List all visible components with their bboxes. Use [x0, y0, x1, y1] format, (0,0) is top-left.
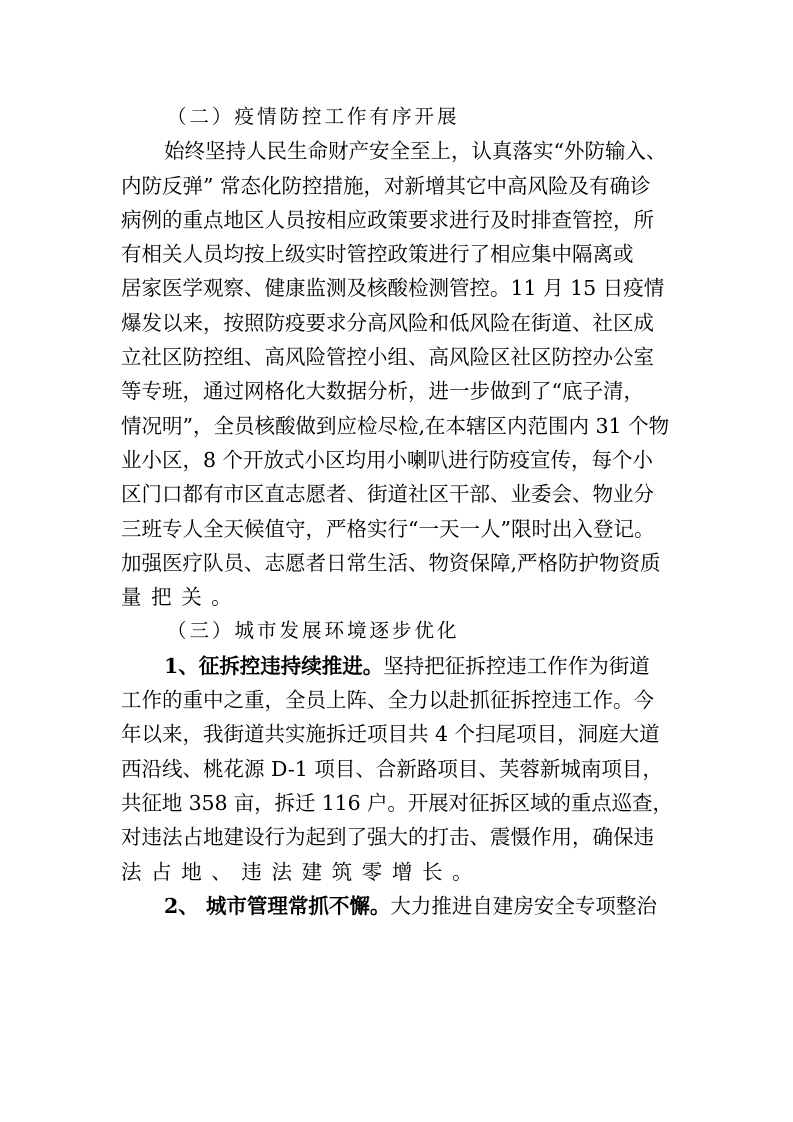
paragraph-epidemic-control [121, 134, 673, 614]
text-span: 大力推进自建房安全专项整治 [390, 893, 657, 918]
text-line: 等专班，通过网格化大数据分析，进一步做到了“底子清， [121, 379, 644, 404]
text-line: 对违法占地建设行为起到了强大的打击、震慑作用，确保违 [121, 825, 654, 850]
bold-lead-demolition: 1、征拆控违持续推进。 [164, 653, 384, 678]
text-line: 情况明”，全员核酸做到应检尽检,在本辖区内范围内 31 个物 [121, 413, 670, 438]
text-line: 业小区，8 个开放式小区均用小喇叭进行防疫宣传，每个小 [121, 447, 654, 472]
section-heading-urban-environment: （三）城市发展环境逐步优化 [167, 619, 460, 643]
text-line: 内防反弹” 常态化防控措施，对新增其它中高风险及有确诊 [121, 173, 651, 198]
text-line: 加强医疗队员、志愿者日常生活、物资保障,严格防护物资质 [121, 550, 661, 575]
text-line: 爆发以来，按照防疫要求分高风险和低风险在街道、社区成 [121, 310, 654, 335]
text-line: 始终坚持人民生命财产安全至上，认真落实“外防输入、 [164, 139, 667, 164]
text-line-with-bold-lead [121, 649, 673, 683]
bold-lead-urban-management: 2、 城市管理常抓不懈。 [164, 893, 391, 918]
paragraph-demolition-control [121, 649, 673, 889]
text-line: 共征地 358 亩，拆迁 116 户。开展对征拆区域的重点巡查， [121, 790, 673, 815]
text-line: 年以来，我街道共实施拆迁项目共 4 个扫尾项目，洞庭大道 [121, 722, 660, 747]
text-line: 有相关人员均按上级实时管控政策进行了相应集中隔离或 [121, 242, 634, 267]
text-line: 居家医学观察、健康监测及核酸检测管控。11 月 15 日疫情 [121, 276, 665, 301]
text-line-with-bold-lead [121, 889, 673, 923]
paragraph-urban-management [121, 889, 673, 923]
document-page [121, 100, 673, 923]
text-line: 西沿线、桃花源 D-1 项目、合新路项目、芙蓉新城南项目， [121, 756, 663, 781]
text-line: 三班专人全天候值守，严格实行“一天一人”限时出入登记。 [121, 516, 655, 541]
text-span: 坚持把征拆控违工作作为街道 [383, 653, 650, 678]
text-line: 工作的重中之重，全员上阵、全力以赴抓征拆控违工作。今 [121, 688, 654, 713]
text-line: 病例的重点地区人员按相应政策要求进行及时排查管控，所 [121, 207, 654, 232]
text-line: 法占地、违法建筑零增长。 [121, 859, 483, 884]
text-line: 立社区防控组、高风险管控小组、高风险区社区防控办公室 [121, 345, 654, 370]
section-heading-epidemic-control: （二）疫情防控工作有序开展 [167, 105, 460, 128]
text-line: 区门口都有市区直志愿者、街道社区干部、业委会、物业分 [121, 482, 654, 507]
text-line: 量把关。 [121, 585, 242, 610]
